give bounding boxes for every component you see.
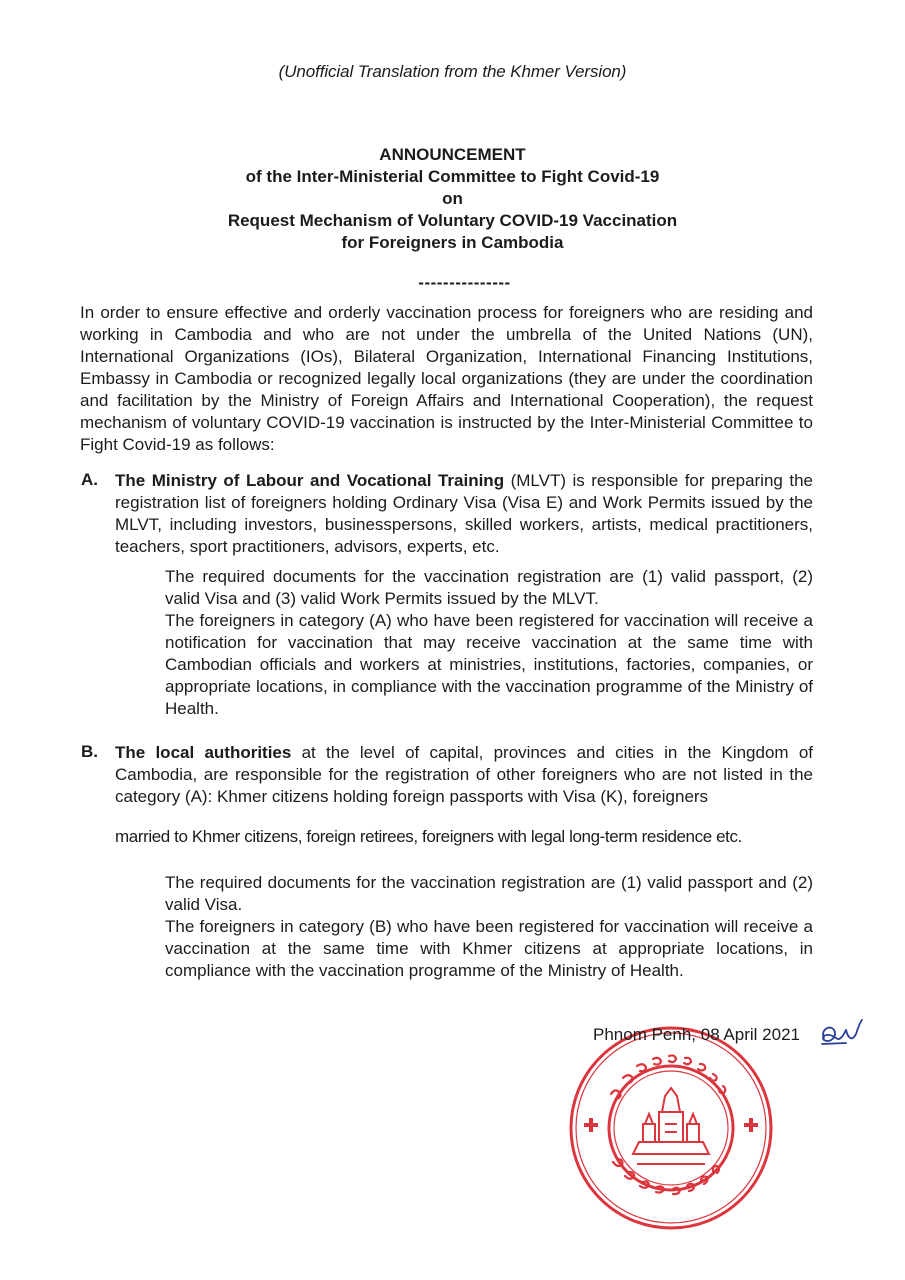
heading-line: on <box>442 189 463 208</box>
section-b-letter: B. <box>81 742 98 761</box>
section-a-details <box>165 566 813 720</box>
section-b-lead: The local authorities <box>115 743 292 762</box>
section-a-documents: The required documents for the vaccination registration are (1) valid passport, (2) valid Visa and (3) valid Work Permits issued by the MLVT. <box>165 567 813 608</box>
heading-line: Request Mechanism of Voluntary COVID-19 Vaccination <box>227 211 678 230</box>
section-b-paragraph <box>115 742 813 808</box>
section-a-letter: A. <box>81 470 98 489</box>
intro-paragraph: In order to ensure effective and orderly vaccination process for foreigners who are residing and working in Cambodia and who are not under the umbrella of the United Nations (UN), International Organizations (IOs), Bilateral Organization, International Financing Institutions, Embassy in Cambodia or recognized legally local organizations (they are under the coordination and facilitation by the Ministry of Foreign Affairs and International Cooperation), the request mechanism of voluntary COVID-19 vaccination is instructed by the Inter-Ministerial Committee to Fight Covid-19 as follows: <box>80 303 813 454</box>
heading-line: for Foreigners in Cambodia <box>341 233 564 252</box>
section-b-notification: The foreigners in category (B) who have been registered for vaccination will receive a vaccination at the same time with Khmer citizens at appropriate locations, in compliance with the vaccination programme of the Ministry of Health. <box>165 917 813 980</box>
section-b-details <box>165 872 813 982</box>
section-a-paragraph <box>115 470 813 558</box>
section-a-notification: The foreigners in category (A) who have been registered for vaccination will receive a notification for vaccination that may receive vaccination at the same time with Cambodian officials and workers at ministries, institutions, factories, companies, or appropriate locations, in compliance with the vaccination programme of the Ministry of Health. <box>165 611 813 718</box>
heading-line: of the Inter-Ministerial Committee to Fight Covid-19 <box>245 167 660 186</box>
section-b-documents: The required documents for the vaccination registration are (1) valid passport and (2) valid Visa. <box>165 873 813 914</box>
section-b-last-line: married to Khmer citizens, foreign retirees, foreigners with legal long-term residence etc. <box>115 827 742 846</box>
section-a-text: (MLVT) is responsible for preparing the registration list of foreigners holding Ordinary Visa (Visa E) and Work Permits issued by the MLVT, including investors, businesspersons, skilled workers, artists, medical practitioners, teachers, sport practitioners, advisors, experts, etc. <box>115 471 813 556</box>
heading-divider: --------------- <box>418 273 511 292</box>
dateline: Phnom Penh, 08 April 2021 <box>593 1025 800 1044</box>
section-a-lead: The Ministry of Labour and Vocational Training <box>115 471 505 490</box>
translation-note: (Unofficial Translation from the Khmer Version) <box>278 62 627 81</box>
section-b-text: at the level of capital, provinces and cities in the Kingdom of Cambodia, are responsible for the registration of other foreigners who are not listed in the category (A): Khmer citizens holding foreign passports with Visa (K), foreigners <box>115 743 813 806</box>
official-seal-icon <box>567 1024 775 1232</box>
announcement-heading <box>0 144 905 254</box>
heading-line: ANNOUNCEMENT <box>379 145 526 164</box>
signature-icon <box>816 1016 866 1050</box>
